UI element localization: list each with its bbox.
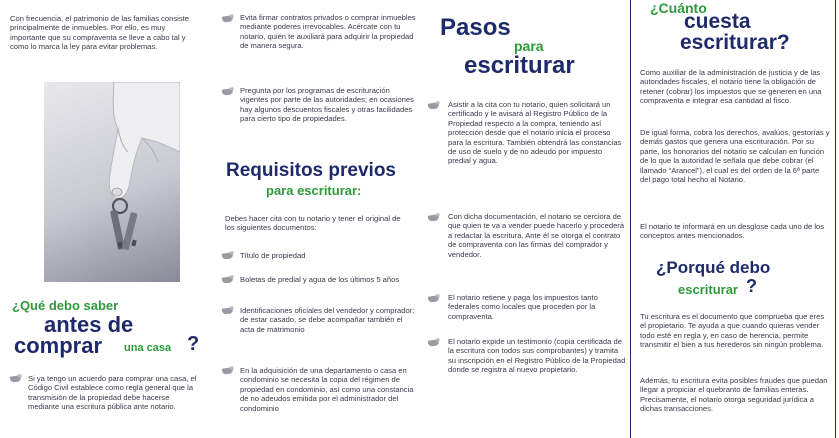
col2-subheading: para escriturar: <box>266 183 362 198</box>
column-divider <box>835 0 836 438</box>
col3-heading-line2: para <box>514 38 544 54</box>
col1-heading-question: ¿Qué debo saber <box>12 298 119 313</box>
col2-intro: Debes hacer cita con tu notario y tener el original de los siguientes documentos: <box>225 214 401 233</box>
col4-paragraph: Tu escritura es el documento que comprueba que eres el propietario. Te ayuda a que cuando quieras vender todo esté en regla y, en caso de herencia, permite transmitir el bien a tus herederos sin ningún problema. <box>640 312 825 350</box>
pen-bullet-icon <box>428 214 440 221</box>
col4-paragraph: Además, tu escritura evita posibles fraudes que puedan llegar a propiciar el quebranto de familias enteras. Precisamente, el notario otorga seguridad jurídica a dichas transacciones. <box>640 376 828 414</box>
hand-with-keys-photo <box>44 82 180 282</box>
col4-heading-why-qmark: ? <box>746 276 757 296</box>
col1-heading-line1: antes de <box>44 312 134 337</box>
pen-bullet-icon <box>222 252 234 259</box>
col4-heading-why-line1: ¿Porqué debo <box>656 258 771 277</box>
col3-heading-line1: Pasos <box>440 14 511 41</box>
column-divider <box>630 0 631 438</box>
col1-heading-line2: comprar <box>14 333 103 358</box>
pen-bullet-icon <box>428 295 440 302</box>
hand-keys-icon <box>44 82 180 282</box>
col2-heading: Requisitos previos <box>226 160 396 181</box>
col4-paragraph: El notario te informará en un desglose cada uno de los conceptos antes mencionados. <box>640 222 825 241</box>
col4-heading-cost <box>636 0 832 62</box>
col4-paragraph: De igual forma, cobra los derechos, avalúos, gestorías y demás gastos que genera una escrituración. Por su parte, los honorarios del notario se calculan en función de lo que la autoridad le señala que debe cobrar (el llamado “Arancel”), el cual es del orden de la 6ª parte del pago total hecho al Notario. <box>640 128 830 185</box>
pen-bullet-icon <box>222 88 234 95</box>
col3-heading <box>430 12 620 82</box>
pen-bullet-icon <box>10 375 22 382</box>
col1-heading-small: una casa <box>124 342 172 354</box>
col1-heading <box>10 296 210 366</box>
col4-heading-cost-line2: cuesta <box>684 10 751 33</box>
pen-bullet-icon <box>222 307 234 314</box>
pen-bullet-icon <box>428 102 440 109</box>
col4-heading-why <box>636 258 832 304</box>
col4-heading-cost-line3: escriturar? <box>680 31 790 54</box>
pen-bullet-icon <box>428 339 440 346</box>
pen-bullet-icon <box>222 367 234 374</box>
pen-bullet-icon <box>222 15 234 22</box>
pen-bullet-icon <box>222 276 234 283</box>
col1-intro: Con frecuencia, el patrimonio de las familias consiste principalmente de inmuebles. Por ello, es muy importante que su compraventa se lleve a cabo tal y como lo marca la ley para evitar problemas. <box>10 14 189 52</box>
col4-paragraph: Como auxiliar de la administración de justicia y de las autoridades fiscales, el notario tiene la obligación de retener (cobrar) los impuestos que se generen en una compraventa e integrar esa cantidad al fisco. <box>640 68 822 106</box>
col1-heading-qmark: ? <box>187 333 200 355</box>
col4-heading-cost-line1: ¿Cuánto <box>650 0 707 16</box>
col4-heading-why-line2: escriturar <box>678 282 738 297</box>
col3-heading-line3: escriturar <box>464 52 575 79</box>
